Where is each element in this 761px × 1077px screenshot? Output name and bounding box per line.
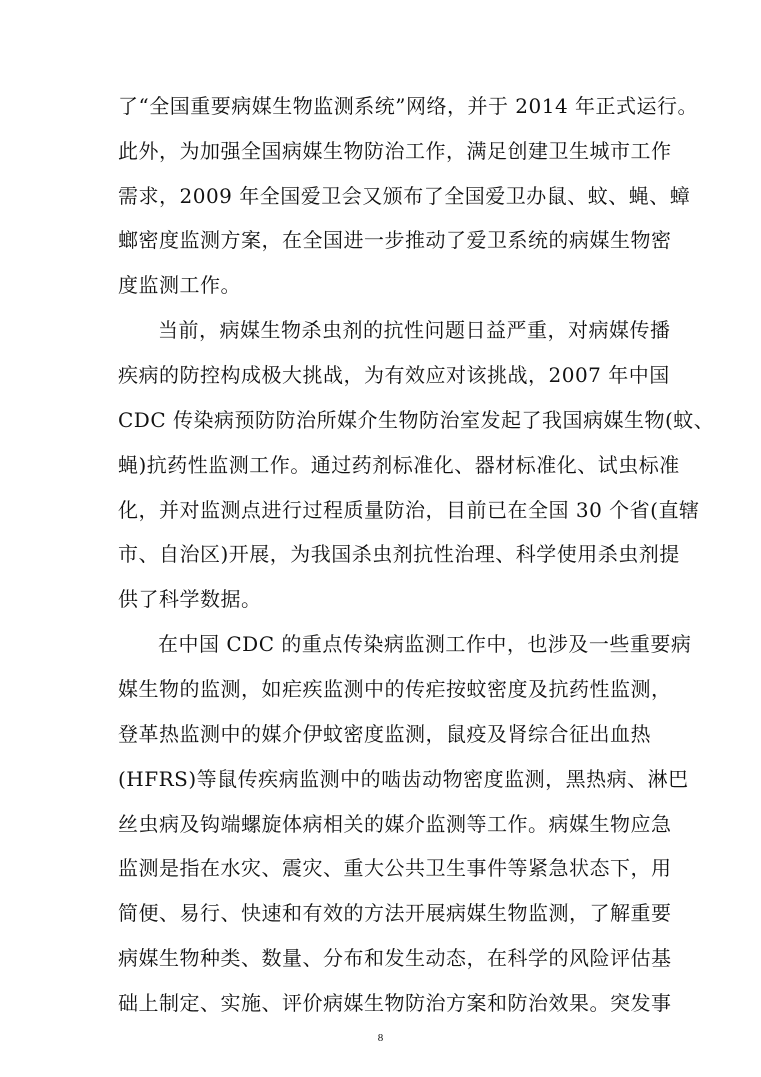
text-line: 螂密度监测方案，在全国进一步推动了爱卫系统的病媒生物密 bbox=[118, 228, 672, 252]
text-line: 了“全国重要病媒生物监测系统”网络，并于 2014 年正式运行。 bbox=[118, 94, 699, 118]
text-line: 化，并对监测点进行过程质量防治，目前已在全国 30 个省(直辖 bbox=[118, 498, 700, 522]
text-line: 疾病的防控构成极大挑战，为有效应对该挑战，2007 年中国 bbox=[118, 363, 670, 387]
text-line: 简便、易行、快速和有效的方法开展病媒生物监测，了解重要 bbox=[118, 901, 672, 925]
text-line: 监测是指在水灾、震灾、重大公共卫生事件等紧急状态下，用 bbox=[118, 856, 672, 880]
text-line: CDC 传染病预防防治所媒介生物防治室发起了我国病媒生物(蚊、 bbox=[118, 408, 715, 432]
text-line: 登革热监测中的媒介伊蚊密度监测，鼠疫及肾综合征出血热 bbox=[118, 722, 651, 746]
text-line: 病媒生物种类、数量、分布和发生动态，在科学的风险评估基 bbox=[118, 946, 672, 970]
paragraph-start-line: 在中国 CDC 的重点传染病监测工作中，也涉及一些重要病 bbox=[158, 632, 692, 656]
text-line: 媒生物的监测，如疟疾监测中的传疟按蚊密度及抗药性监测， bbox=[118, 677, 672, 701]
text-line: 供了科学数据。 bbox=[118, 587, 262, 611]
text-line: 度监测工作。 bbox=[118, 273, 241, 297]
text-line: 需求，2009 年全国爱卫会又颁布了全国爱卫办鼠、蚊、蝇、蟑 bbox=[118, 184, 691, 208]
text-line: (HFRS)等鼠传疾病监测中的啮齿动物密度监测，黑热病、淋巴 bbox=[118, 767, 689, 791]
text-line: 蝇)抗药性监测工作。通过药剂标准化、器材标准化、试虫标准 bbox=[118, 453, 680, 477]
text-line: 丝虫病及钩端螺旋体病相关的媒介监测等工作。病媒生物应急 bbox=[118, 812, 672, 836]
text-line: 础上制定、实施、评价病媒生物防治方案和防治效果。突发事 bbox=[118, 991, 672, 1015]
page-number: 8 bbox=[377, 1032, 384, 1044]
text-line: 此外，为加强全国病媒生物防治工作，满足创建卫生城市工作 bbox=[118, 139, 672, 163]
text-line: 市、自治区)开展，为我国杀虫剂抗性治理、科学使用杀虫剂提 bbox=[118, 542, 680, 566]
paragraph-start-line: 当前，病媒生物杀虫剂的抗性问题日益严重，对病媒传播 bbox=[158, 318, 671, 342]
